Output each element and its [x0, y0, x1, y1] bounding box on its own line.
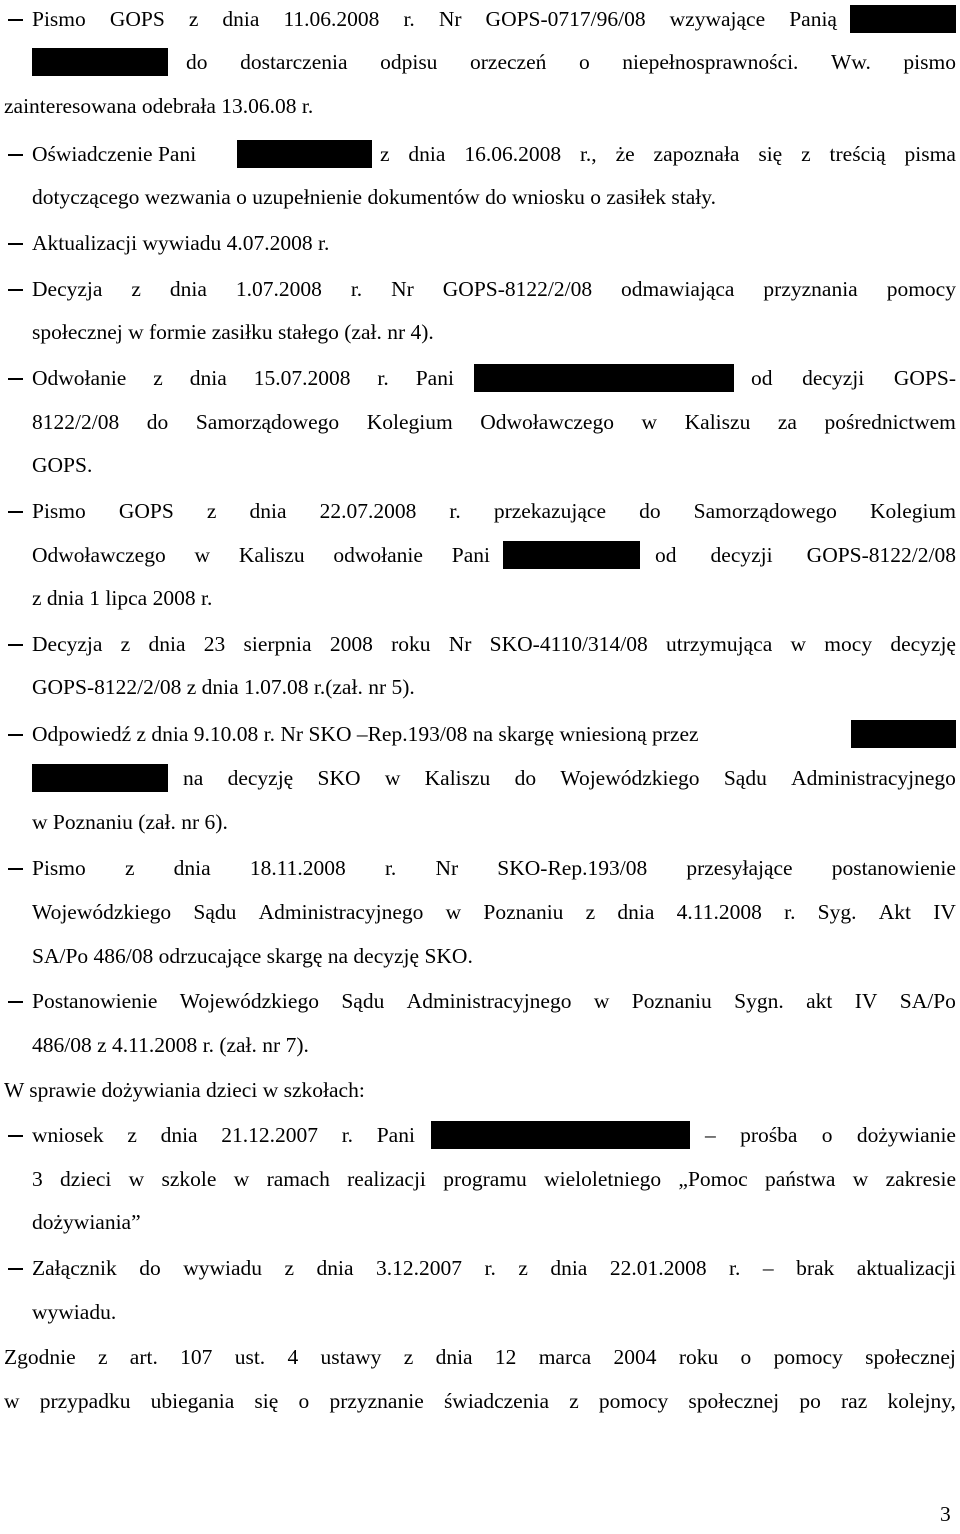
- text-line: z dnia 1 lipca 2008 r.: [32, 586, 213, 610]
- word: –: [762, 1255, 774, 1280]
- text-line: [32, 849, 956, 887]
- word: 23: [203, 631, 226, 656]
- word: mocy: [824, 631, 873, 656]
- word: do: [639, 498, 661, 523]
- word: pomocy: [773, 1344, 843, 1369]
- word: do: [146, 409, 169, 434]
- bullet-dash: [8, 511, 23, 513]
- text-line: [32, 403, 956, 441]
- word: z: [127, 1122, 137, 1147]
- text-line: [186, 43, 956, 81]
- word: –: [705, 1122, 716, 1147]
- word: dnia: [222, 6, 260, 31]
- word: Sądu: [341, 988, 385, 1013]
- word: w: [593, 988, 610, 1013]
- word: szkole: [161, 1166, 217, 1191]
- word: realizacji: [347, 1166, 426, 1191]
- word: wzywające: [669, 6, 766, 31]
- word: po: [799, 1388, 821, 1413]
- word: o: [740, 1344, 752, 1369]
- word: Załącznik: [32, 1255, 117, 1280]
- text-line: dożywiania”: [32, 1210, 141, 1234]
- word: art.: [129, 1344, 158, 1369]
- word: dnia: [316, 1255, 354, 1280]
- word: przypadku: [39, 1388, 131, 1413]
- word: roku: [391, 631, 431, 656]
- word: Kolegium: [869, 498, 956, 523]
- bullet-dash: [8, 154, 23, 156]
- word: 1.07.2008: [235, 276, 322, 301]
- word: Kolegium: [366, 409, 453, 434]
- word: dnia: [408, 141, 446, 166]
- word: w: [4, 1388, 20, 1413]
- word: pismo: [903, 49, 956, 74]
- word: r.: [350, 276, 363, 301]
- word: 4.11.2008: [676, 899, 762, 924]
- redaction-box: [237, 140, 372, 168]
- word: 107: [180, 1344, 213, 1369]
- word: w: [194, 542, 211, 567]
- word: w: [128, 1166, 145, 1191]
- word: dnia: [249, 498, 287, 523]
- redaction-box: [474, 364, 734, 392]
- word: treścią: [829, 141, 886, 166]
- word: w: [233, 1166, 250, 1191]
- text-line: SA/Po 486/08 odrzucające skargę na decyzję SKO.: [32, 944, 473, 968]
- text-line: społecznej w formie zasiłku stałego (zał. nr 4).: [32, 320, 434, 344]
- bullet-dash: [8, 243, 23, 245]
- word: r.: [341, 1122, 354, 1147]
- word: IV: [933, 899, 956, 924]
- word: dostarczenia: [240, 49, 348, 74]
- word: Decyzja: [32, 631, 103, 656]
- text-line: w Poznaniu (zał. nr 6).: [32, 810, 228, 834]
- bullet-dash: [8, 19, 23, 21]
- page-number: 3: [940, 1502, 951, 1526]
- word: r.: [784, 899, 796, 924]
- word: z: [97, 1344, 108, 1369]
- word: aktualizacji: [856, 1255, 956, 1280]
- word: decyzji: [710, 542, 773, 567]
- word: decyzji: [802, 365, 865, 390]
- word: 4: [287, 1344, 299, 1369]
- word: programu: [443, 1166, 527, 1191]
- word: pomocy: [598, 1388, 669, 1413]
- word: zakresie: [885, 1166, 956, 1191]
- redaction-box: [850, 5, 956, 33]
- word: dnia: [169, 276, 207, 301]
- word: dnia: [189, 365, 227, 390]
- text-line: dotyczącego wezwania o uzupełnienie dokumentów do wniosku o zasiłek stały.: [32, 185, 717, 209]
- text-line: [751, 359, 956, 397]
- word: Wojewódzkiego: [560, 765, 700, 790]
- word: dnia: [617, 899, 655, 924]
- word: o: [298, 1388, 310, 1413]
- word: utrzymująca: [666, 631, 773, 656]
- word: 22.07.2008: [319, 498, 417, 523]
- word: z: [188, 6, 199, 31]
- word: Odwołanie: [32, 365, 127, 390]
- redaction-box: [503, 541, 640, 569]
- word: dzieci: [60, 1166, 112, 1191]
- word: w: [852, 1166, 869, 1191]
- word: w: [790, 631, 807, 656]
- word: odpisu: [380, 49, 438, 74]
- word: 12: [494, 1344, 517, 1369]
- word: na: [183, 765, 204, 790]
- text-line: [32, 0, 837, 38]
- word: przyznanie: [329, 1388, 424, 1413]
- word: decyzję: [227, 765, 294, 790]
- word: do: [139, 1255, 161, 1280]
- word: z: [801, 141, 811, 166]
- word: SA/Po: [899, 988, 956, 1013]
- word: 2008: [329, 631, 373, 656]
- word: Administracyjnego: [791, 765, 956, 790]
- word: wniosek: [32, 1122, 104, 1147]
- text-line: wywiadu.: [32, 1300, 117, 1324]
- word: SKO: [317, 765, 361, 790]
- word: 21.12.2007: [221, 1122, 319, 1147]
- word: 16.06.2008: [464, 141, 562, 166]
- word: SKO-4110/314/08: [489, 631, 648, 656]
- word: Administracyjnego: [406, 988, 572, 1013]
- word: o: [821, 1122, 833, 1147]
- word: Nr: [438, 6, 462, 31]
- word: SKO-Rep.193/08: [497, 855, 648, 880]
- bullet-dash: [8, 289, 23, 291]
- word: 22.01.2008: [609, 1255, 707, 1280]
- word: orzeczeń: [470, 49, 547, 74]
- word: GOPS: [118, 498, 174, 523]
- word: 8122/2/08: [32, 409, 120, 434]
- word: r.: [449, 498, 461, 523]
- redaction-box: [32, 48, 168, 76]
- word: r.: [403, 6, 415, 31]
- word: Pani: [415, 365, 454, 390]
- word: z: [124, 855, 135, 880]
- word: do: [514, 765, 537, 790]
- word: r.,: [579, 141, 597, 166]
- word: decyzję: [890, 631, 956, 656]
- word: marca: [538, 1344, 592, 1369]
- word: do: [186, 49, 208, 74]
- word: r.: [484, 1255, 496, 1280]
- word: Administracyjnego: [258, 899, 424, 924]
- word: dnia: [160, 1122, 198, 1147]
- word: Sygn.: [734, 988, 784, 1013]
- word: za: [777, 409, 797, 434]
- text-line: [32, 893, 956, 931]
- word: postanowienie: [831, 855, 956, 880]
- word: r.: [377, 365, 389, 390]
- word: z: [403, 1344, 414, 1369]
- word: zapoznała: [653, 141, 740, 166]
- redaction-box: [32, 764, 168, 792]
- text-line: [4, 1382, 956, 1420]
- word: w: [384, 765, 401, 790]
- word: pisma: [904, 141, 956, 166]
- word: społecznej: [688, 1388, 780, 1413]
- word: Kaliszu: [238, 542, 305, 567]
- text-line: [32, 1249, 956, 1287]
- word: przesyłające: [686, 855, 793, 880]
- word: od: [751, 365, 773, 390]
- text-line: Oświadczenie Pani: [32, 142, 197, 166]
- word: Poznaniu: [483, 899, 564, 924]
- bullet-dash: [8, 868, 23, 870]
- word: Kaliszu: [424, 765, 491, 790]
- text-line: zainteresowana odebrała 13.06.08 r.: [4, 94, 314, 118]
- word: o: [578, 49, 590, 74]
- word: się: [254, 1388, 279, 1413]
- word: GOPS: [109, 6, 165, 31]
- text-line: [32, 1160, 956, 1198]
- word: dożywianie: [856, 1122, 956, 1147]
- word: dnia: [435, 1344, 473, 1369]
- word: 18.11.2008: [249, 855, 346, 880]
- word: GOPS-: [893, 365, 956, 390]
- text-line: [32, 625, 956, 663]
- word: z: [206, 498, 217, 523]
- text-line: [32, 270, 956, 308]
- word: Odwoławczego: [32, 542, 166, 567]
- redaction-box: [851, 720, 956, 748]
- word: IV: [854, 988, 878, 1013]
- bullet-dash: [8, 1268, 23, 1270]
- word: w: [641, 409, 658, 434]
- word: pośrednictwem: [824, 409, 956, 434]
- word: że: [615, 141, 635, 166]
- section-heading: W sprawie dożywiania dzieci w szkołach:: [4, 1078, 365, 1102]
- word: Odwoławczego: [480, 409, 614, 434]
- word: Nr: [448, 631, 472, 656]
- word: świadczenia: [443, 1388, 549, 1413]
- word: z: [131, 276, 141, 301]
- word: 11.06.2008: [283, 6, 380, 31]
- bullet-dash: [8, 378, 23, 380]
- word: roku: [678, 1344, 719, 1369]
- word: z: [569, 1388, 579, 1413]
- word: Wojewódzkiego: [179, 988, 319, 1013]
- text-line: GOPS-8122/2/08 z dnia 1.07.08 r.(zał. nr 5).: [32, 675, 415, 699]
- word: Kaliszu: [684, 409, 751, 434]
- word: z: [518, 1255, 528, 1280]
- word: dnia: [550, 1255, 588, 1280]
- word: Decyzja: [32, 276, 103, 301]
- text-line: [183, 759, 956, 797]
- word: Pismo: [32, 855, 86, 880]
- text-line: [32, 536, 490, 574]
- word: Nr: [435, 855, 459, 880]
- text-line: [32, 982, 956, 1020]
- word: Pani: [376, 1122, 415, 1147]
- word: w: [445, 899, 462, 924]
- bullet-dash: [8, 1135, 23, 1137]
- word: z: [284, 1255, 295, 1280]
- bullet-dash: [8, 734, 23, 736]
- word: Nr: [391, 276, 414, 301]
- word: „Pomoc: [678, 1166, 748, 1191]
- word: od: [655, 542, 677, 567]
- word: z: [585, 899, 596, 924]
- text-line: [4, 1338, 956, 1376]
- word: ustawy: [320, 1344, 382, 1369]
- word: odwołanie: [333, 542, 423, 567]
- text-line: 486/08 z 4.11.2008 r. (zał. nr 7).: [32, 1033, 309, 1057]
- word: kolejny,: [887, 1388, 956, 1413]
- word: ramach: [266, 1166, 330, 1191]
- word: 15.07.2008: [253, 365, 351, 390]
- word: społecznej: [865, 1344, 956, 1369]
- word: Panią: [789, 6, 837, 31]
- word: ust.: [234, 1344, 266, 1369]
- word: przyznania: [763, 276, 858, 301]
- word: sierpnia: [243, 631, 312, 656]
- word: pomocy: [886, 276, 956, 301]
- word: Pismo: [32, 6, 86, 31]
- word: Sądu: [193, 899, 237, 924]
- word: brak: [796, 1255, 835, 1280]
- text-line: [655, 536, 956, 574]
- word: z: [120, 631, 131, 656]
- word: niepełnosprawności.: [622, 49, 799, 74]
- word: r.: [729, 1255, 741, 1280]
- word: akt: [806, 988, 833, 1013]
- text-line: [32, 1116, 415, 1154]
- text-line: [32, 359, 454, 397]
- word: z: [153, 365, 163, 390]
- word: r.: [384, 855, 397, 880]
- word: Wojewódzkiego: [32, 899, 172, 924]
- word: GOPS-8122/2/08: [442, 276, 593, 301]
- word: Pismo: [32, 498, 86, 523]
- word: 3.12.2007: [376, 1255, 463, 1280]
- word: Pani: [451, 542, 490, 567]
- word: GOPS-8122/2/08: [806, 542, 956, 567]
- text-line: GOPS.: [32, 453, 93, 477]
- word: odmawiająca: [621, 276, 735, 301]
- word: Syg.: [817, 899, 857, 924]
- word: GOPS-0717/96/08: [485, 6, 646, 31]
- word: wywiadu: [183, 1255, 263, 1280]
- bullet-dash: [8, 1001, 23, 1003]
- word: z: [380, 141, 390, 166]
- text-line: [705, 1116, 956, 1154]
- word: prośba: [740, 1122, 798, 1147]
- word: Zgodnie: [4, 1344, 76, 1369]
- word: raz: [841, 1388, 868, 1413]
- word: Postanowienie: [32, 988, 158, 1013]
- word: przekazujące: [493, 498, 606, 523]
- word: 3: [32, 1166, 43, 1191]
- word: dnia: [173, 855, 211, 880]
- word: Akt: [878, 899, 911, 924]
- word: Poznaniu: [631, 988, 712, 1013]
- word: wieloletniego: [544, 1166, 662, 1191]
- text-line: [32, 492, 956, 530]
- word: Ww.: [831, 49, 871, 74]
- word: się: [758, 141, 783, 166]
- bullet-dash: [8, 644, 23, 646]
- word: ubiegania: [150, 1388, 235, 1413]
- word: dnia: [148, 631, 186, 656]
- word: Samorządowego: [693, 498, 837, 523]
- word: Sądu: [723, 765, 767, 790]
- text-line: Odpowiedź z dnia 9.10.08 r. Nr SKO –Rep.193/08 na skargę wniesioną przez: [32, 722, 699, 746]
- redaction-box: [431, 1121, 690, 1149]
- word: 2004: [613, 1344, 657, 1369]
- text-line: [380, 135, 956, 173]
- word: państwa: [765, 1166, 836, 1191]
- word: Samorządowego: [195, 409, 340, 434]
- text-line: Aktualizacji wywiadu 4.07.2008 r.: [32, 231, 330, 255]
